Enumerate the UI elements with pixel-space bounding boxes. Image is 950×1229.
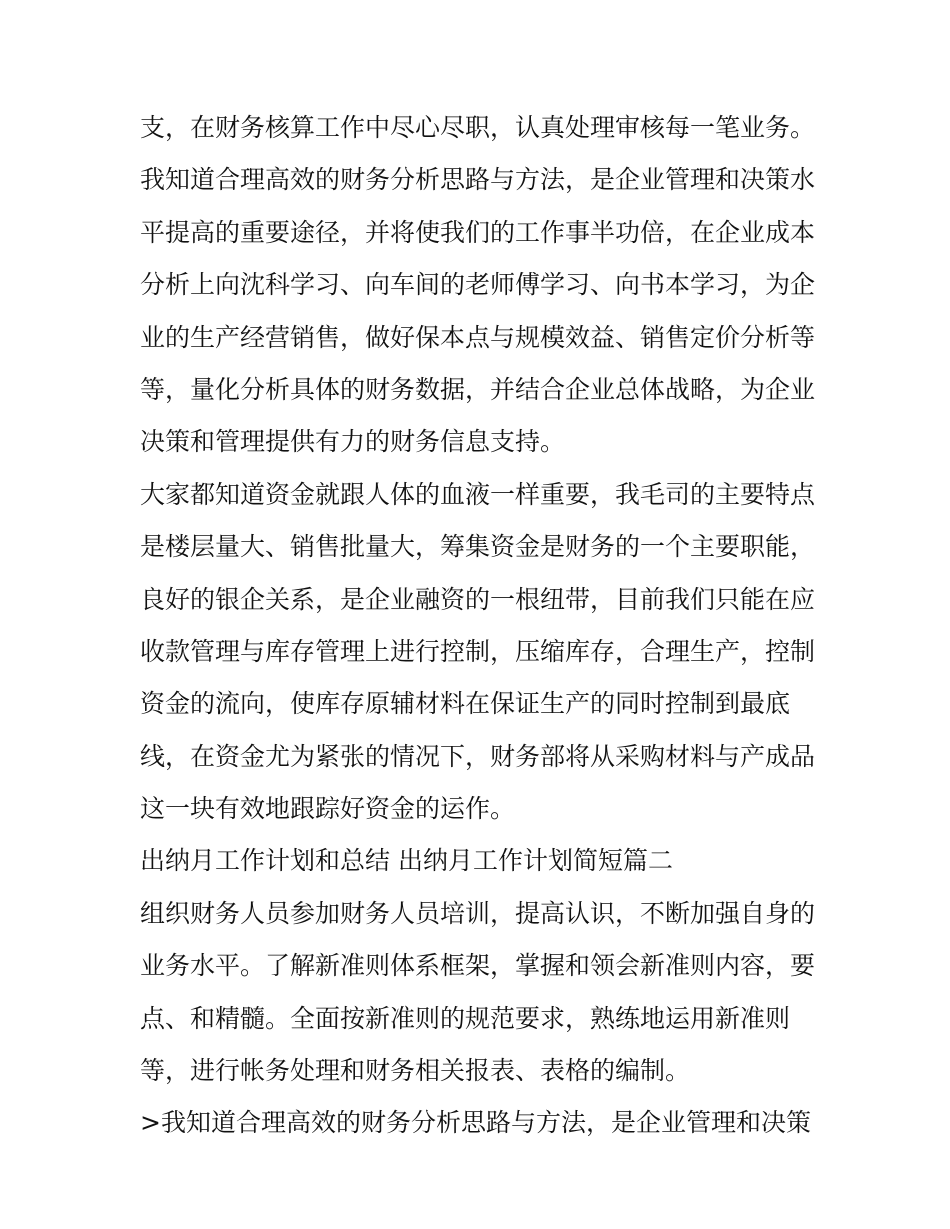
text-line: 是楼层量大、销售批量大，筹集资金是财务的一个主要职能， xyxy=(140,532,816,562)
text-line: 业务水平。了解新准则体系框架，掌握和领会新准则内容，要 xyxy=(140,951,816,981)
text-line: 收款管理与库存管理上进行控制，压缩库存，合理生产，控制 xyxy=(140,636,816,666)
text-line: 这一块有效地跟踪好资金的运作。 xyxy=(140,794,516,824)
text-line: 分析上向沈科学习、向车间的老师傅学习、向书本学习，为企 xyxy=(140,270,816,300)
text-line: 大家都知道资金就跟人体的血液一样重要，我毛司的主要特点 xyxy=(140,479,816,509)
text-line: 支，在财务核算工作中尽心尽职，认真处理审核每一笔业务。 xyxy=(140,113,816,142)
text-line: 业的生产经营销售，做好保本点与规模效益、销售定价分析等 xyxy=(140,322,816,352)
text-line: >我知道合理高效的财务分析思路与方法，是企业管理和决策 xyxy=(140,1108,811,1138)
text-line: 良好的银企关系，是企业融资的一根纽带，目前我们只能在应 xyxy=(140,584,816,614)
text-line: 资金的流向，使库存原辅材料在保证生产的同时控制到最底 xyxy=(140,689,791,719)
text-line: 等，进行帐务处理和财务相关报表、表格的编制。 xyxy=(140,1056,691,1086)
text-line: 我知道合理高效的财务分析思路与方法，是企业管理和决策水 xyxy=(140,165,816,195)
text-line: 线，在资金尤为紧张的情况下，财务部将从采购材料与产成品 xyxy=(140,741,816,771)
text-line: 决策和管理提供有力的财务信息支持。 xyxy=(140,427,566,457)
text-line: 等，量化分析具体的财务数据，并结合企业总体战略，为企业 xyxy=(140,374,816,404)
text-line: 组织财务人员参加财务人员培训，提高认识，不断加强自身的 xyxy=(140,898,816,928)
text-line: 点、和精髓。全面按新准则的规范要求，熟练地运用新准则 xyxy=(140,1003,791,1033)
text-line: 平提高的重要途径，并将使我们的工作事半功倍，在企业成本 xyxy=(140,217,816,247)
document-body xyxy=(140,102,830,1150)
section-heading: 出纳月工作计划和总结 出纳月工作计划简短篇二 xyxy=(140,846,673,876)
